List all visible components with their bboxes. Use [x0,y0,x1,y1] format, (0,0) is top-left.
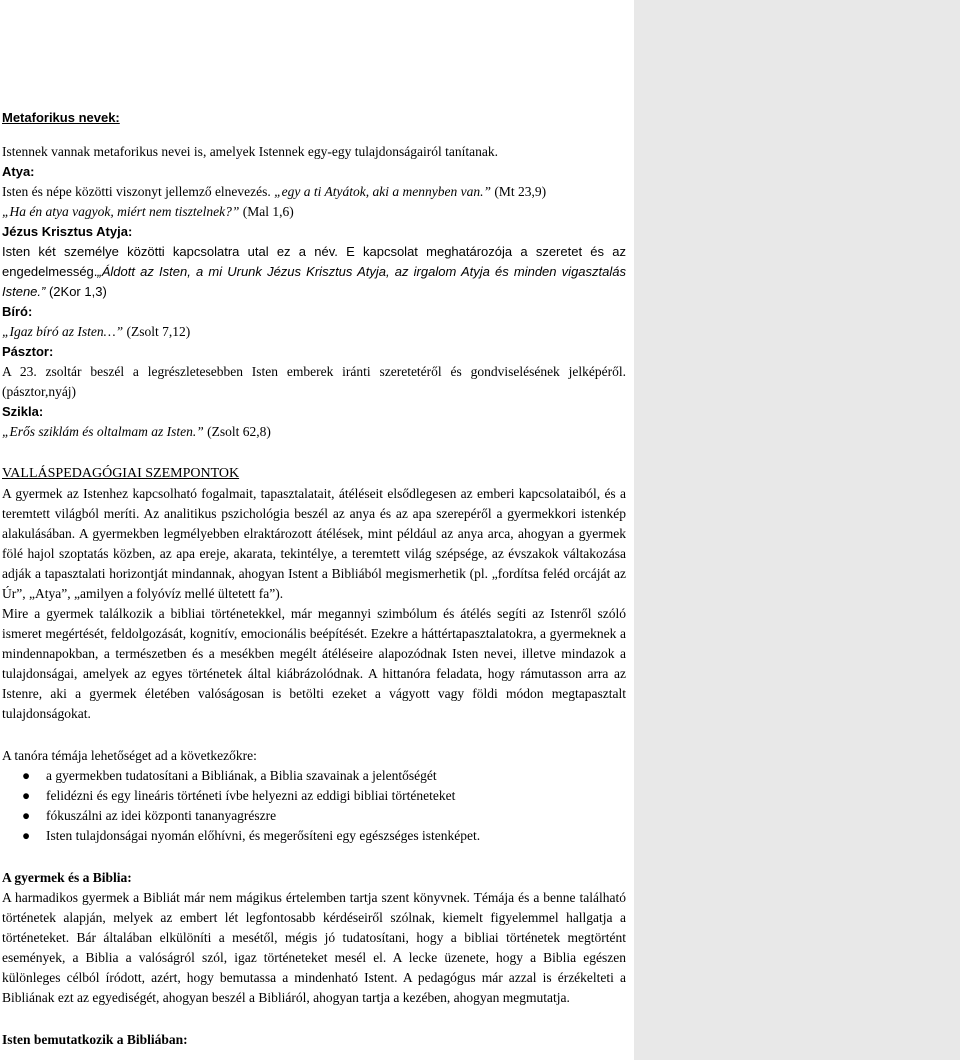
atya-text: Isten és népe közötti viszonyt jellemző elnevezés. [2,184,275,199]
jezus-text: Isten két személye közötti kapcsolatra utal ez a név. E kapcsolat meghatározója a szeretet és az engedelmesség. [2,244,626,279]
biro-label: Bíró: [2,304,33,319]
pasztor-label: Pásztor: [2,344,54,359]
pasztor-paragraph: A 23. zsoltár beszél a legrészletesebben Isten emberek iránti szeretetéről és gondviselésének jelképéről. (pásztor,nyáj) [2,364,626,399]
atya-label: Atya: [2,164,35,179]
comment-margin-panel [634,0,960,1060]
tanora-intro: A tanóra témája lehetőséget ad a következőkre: [2,748,257,763]
biro-ref: (Zsolt 7,12) [123,324,191,339]
list-item: ● Isten tulajdonságai nyomán előhívni, és megerősíteni egy egészséges istenképet. [46,826,626,846]
document-content [2,108,626,1050]
bullet-icon: ● [22,788,31,803]
valla-paragraph-2: Mire a gyermek találkozik a bibliai történetekkel, már megannyi szimbólum és átélés segíti az Istenről szóló ismeret megértését, feldolgozását, kognitív, emocionális beépítését. Ezekre a háttértapasztalatokra, a gyermeknek a mindennapokban, a természetben és a mesékben megélt átéléseire alapozódnak Isten nevei, illetve mindazok a tulajdonságai, amelyek az egyes történetek által kiábrázolódnak. A hittanóra feladata, hogy rámutasson arra az Istenre, aki a gyermek életében valóságosan is betölti ezeket a vágyott vagy földi módon megtapasztalt tulajdonságokat. [2,606,626,721]
biblia-paragraph: A harmadikos gyermek a Bibliát már nem mágikus értelemben tartja szent könyvnek. Témája és a benne található történetek alapján, melyek az embert lét legfontosabb kérdéseiről szólnak, kiemelt figyelemmel hallgatja a történeteket. Bár általában elkülöníti a mesétől, mégis jó tudatosítani, hogy a bibliai történetek megtörtént események, a Biblia a valóságról szól, igaz történeteket mesél el. A lecke üzenete, hogy a Biblia egészen különleges célból íródott, azért, hogy bemutassa a mindenható Istent. A pedagógus már azzal is érzékelteti a Bibliának ezt az egyediségét, ahogyan beszél a Bibliáról, ahogyan tartja a kezében, ahogyan megmutatja. [2,890,626,1005]
list-item: ● fókuszálni az idei központi tananyagrészre [46,806,626,826]
atya-ref-2: (Mal 1,6) [239,204,294,219]
jezus-label: Jézus Krisztus Atyja: [2,224,133,239]
szikla-quote: „Erős sziklám és oltalmam az Isten.” [2,424,204,439]
list-item: ● felidézni és egy lineáris történeti ívbe helyezni az eddigi bibliai történeteket [46,786,626,806]
bullet-icon: ● [22,768,31,783]
szikla-paragraph [2,422,626,442]
szikla-ref: (Zsolt 62,8) [203,424,271,439]
tanora-list [2,766,626,846]
list-item: ● a gyermekben tudatosítani a Bibliának, a Biblia szavainak a jelentőségét [46,766,626,786]
bullet-icon: ● [22,808,31,823]
bullet-icon: ● [22,828,31,843]
biro-paragraph [2,322,626,342]
section-heading-valla: VALLÁSPEDAGÓGIAI SZEMPONTOK [2,466,240,481]
atya-paragraph [2,182,626,202]
jezus-paragraph [2,242,626,302]
szikla-label: Szikla: [2,404,44,419]
biro-quote: „Igaz bíró az Isten…” [2,324,124,339]
section-heading-metaforikus: Metaforikus nevek: [2,110,120,125]
atya-ref-1: (Mt 23,9) [490,184,547,199]
jezus-quote: „Áldott az Isten, a mi Urunk Jézus Krisztus Atyja, az irgalom Atyja és minden vigasztalás Istene.” [2,264,626,299]
section-heading-bemutatkozik: Isten bemutatkozik a Bibliában: [2,1032,188,1047]
metaforikus-intro: Istennek vannak metaforikus nevei is, amelyek Istennek egy-egy tulajdonságairól tanítanak. [2,144,498,159]
atya-paragraph-2 [2,202,626,222]
atya-quote-2: „Ha én atya vagyok, miért nem tisztelnek?” [2,204,240,219]
atya-quote-1: „egy a ti Atyátok, aki a mennyben van.” [274,184,491,199]
valla-paragraph-1: A gyermek az Istenhez kapcsolható fogalmait, tapasztalatait, átéléseit elsődlegesen az emberi kapcsolataiból, és a teremtett világból meríti. Az analitikus pszichológia beszél az anya és az apa szerepéről a gyermekkori istenkép alakulásában. A gyermekben legmélyebben elraktározott átélések, mint például az anya arca, ahogyan a gyermek fölé hajol szoptatás közben, az apa ereje, akarata, tekintélye, a teremtett világ szépsége, az évszakok váltakozása adják a tapasztalati horizontját mindannak, ahogyan Istent a Bibliából megismerhetik (pl. „fordítsa feléd orcáját az Úr”, „Atya”, „amilyen a folyóvíz mellé ültetett fa”). [2,486,626,601]
section-heading-biblia: A gyermek és a Biblia: [2,870,132,885]
jezus-ref: (2Kor 1,3) [45,284,107,299]
